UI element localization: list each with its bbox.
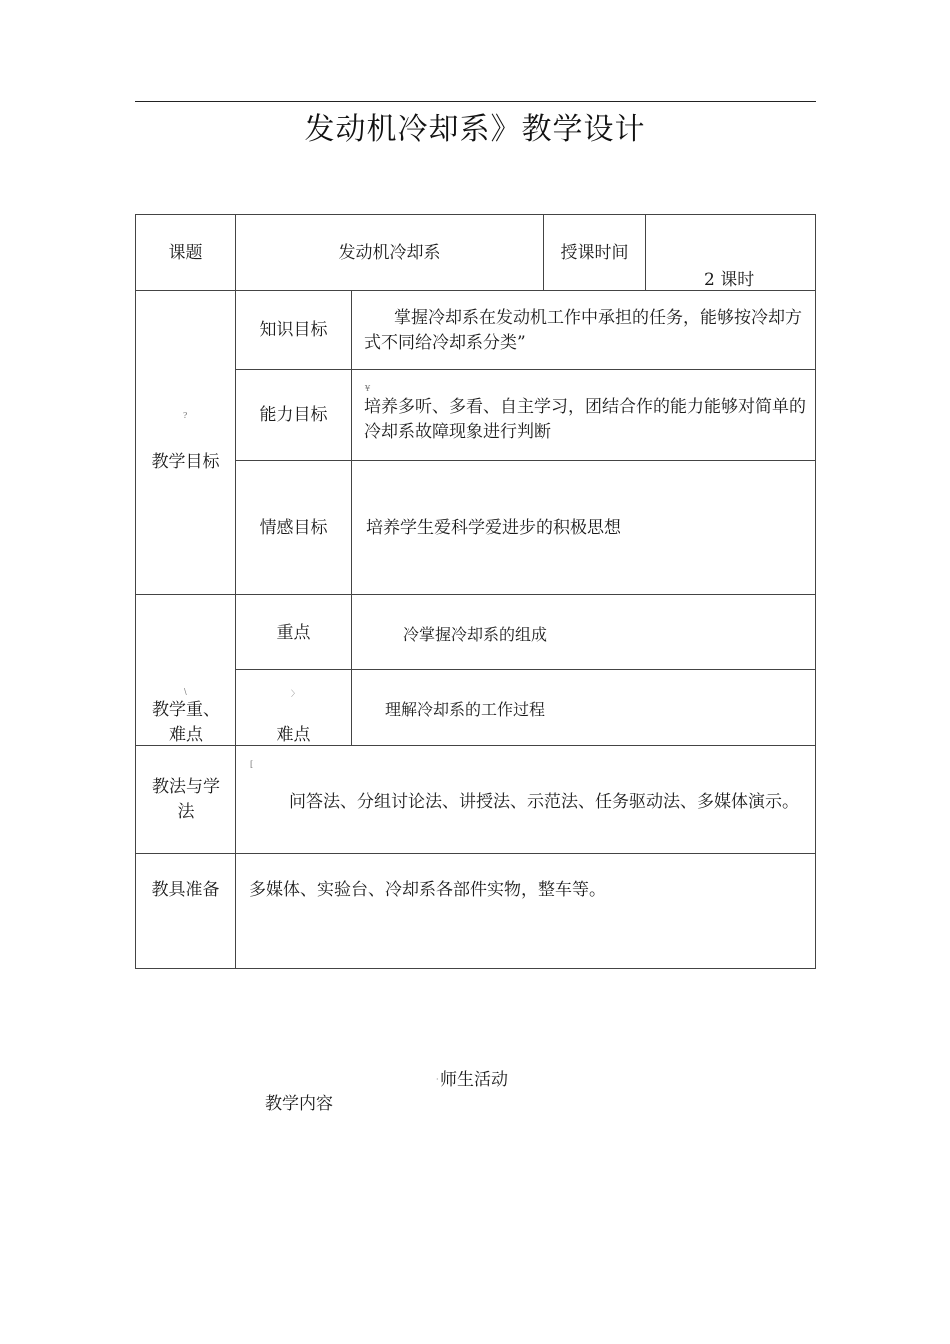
key-text: 冷掌握冷却系的组成 — [403, 625, 548, 644]
stray-mark: ? — [183, 411, 188, 420]
table-border-right — [815, 214, 816, 969]
emotion-label: 情感目标 — [259, 518, 328, 538]
ability-label: 能力目标 — [259, 405, 328, 425]
stray-mark: 〉 — [291, 689, 299, 698]
teacher-student-activity-label: 师生活动 — [440, 1070, 508, 1090]
topic-label: 课题 — [168, 243, 203, 263]
emotion-text: 培养学生爱科学爱进步的积极思想 — [366, 518, 621, 538]
key-label: 重点 — [276, 623, 311, 643]
teaching-content-label: 教学内容 — [265, 1094, 333, 1114]
tools-label: 教具准备 — [151, 880, 220, 900]
methods-text: 问答法、分组讨论法、讲授法、示范法、任务驱动法、多媒体演示。 — [289, 792, 799, 812]
stray-mark: ¥ — [365, 384, 371, 393]
table-border-bottom — [135, 968, 816, 969]
page-title: 发动机冷却系》教学设计 — [304, 112, 646, 147]
knowledge-text: 掌握冷却系在发动机工作中承担的任务，能够按冷却方式不同给冷却系分类” — [364, 308, 802, 353]
stray-mark: [ — [250, 760, 254, 769]
table-row-divider — [135, 594, 816, 595]
topic-value: 发动机冷却系 — [338, 243, 441, 263]
tools-text: 多媒体、实验台、冷却系各部件实物，整车等。 — [249, 880, 606, 900]
methods-label: 教法与学法 — [152, 777, 220, 822]
table-row-divider — [135, 853, 816, 854]
table-border-left — [135, 214, 136, 969]
keypoints-label: 教学重、难点 — [152, 700, 220, 745]
table-row-divider — [235, 460, 816, 461]
difficult-label: 难点 — [276, 725, 311, 745]
ability-text: 培养多听、多看、自主学习，团结合作的能力能够对简单的冷却系故障现象进行判断 — [364, 397, 806, 442]
objectives-label: 教学目标 — [151, 452, 220, 472]
time-value: 2 课时 — [704, 270, 755, 290]
time-label: 授课时间 — [560, 243, 629, 263]
table-border-top — [135, 214, 816, 215]
table-col-divider — [351, 290, 352, 745]
table-col-divider — [645, 214, 646, 290]
stray-mark: \ — [184, 687, 187, 696]
difficult-text: 理解冷却系的工作过程 — [385, 700, 546, 719]
knowledge-label: 知识目标 — [259, 320, 328, 340]
stray-mark: · — [436, 1075, 439, 1084]
table-row-divider — [235, 669, 816, 670]
table-row-divider — [235, 369, 816, 370]
